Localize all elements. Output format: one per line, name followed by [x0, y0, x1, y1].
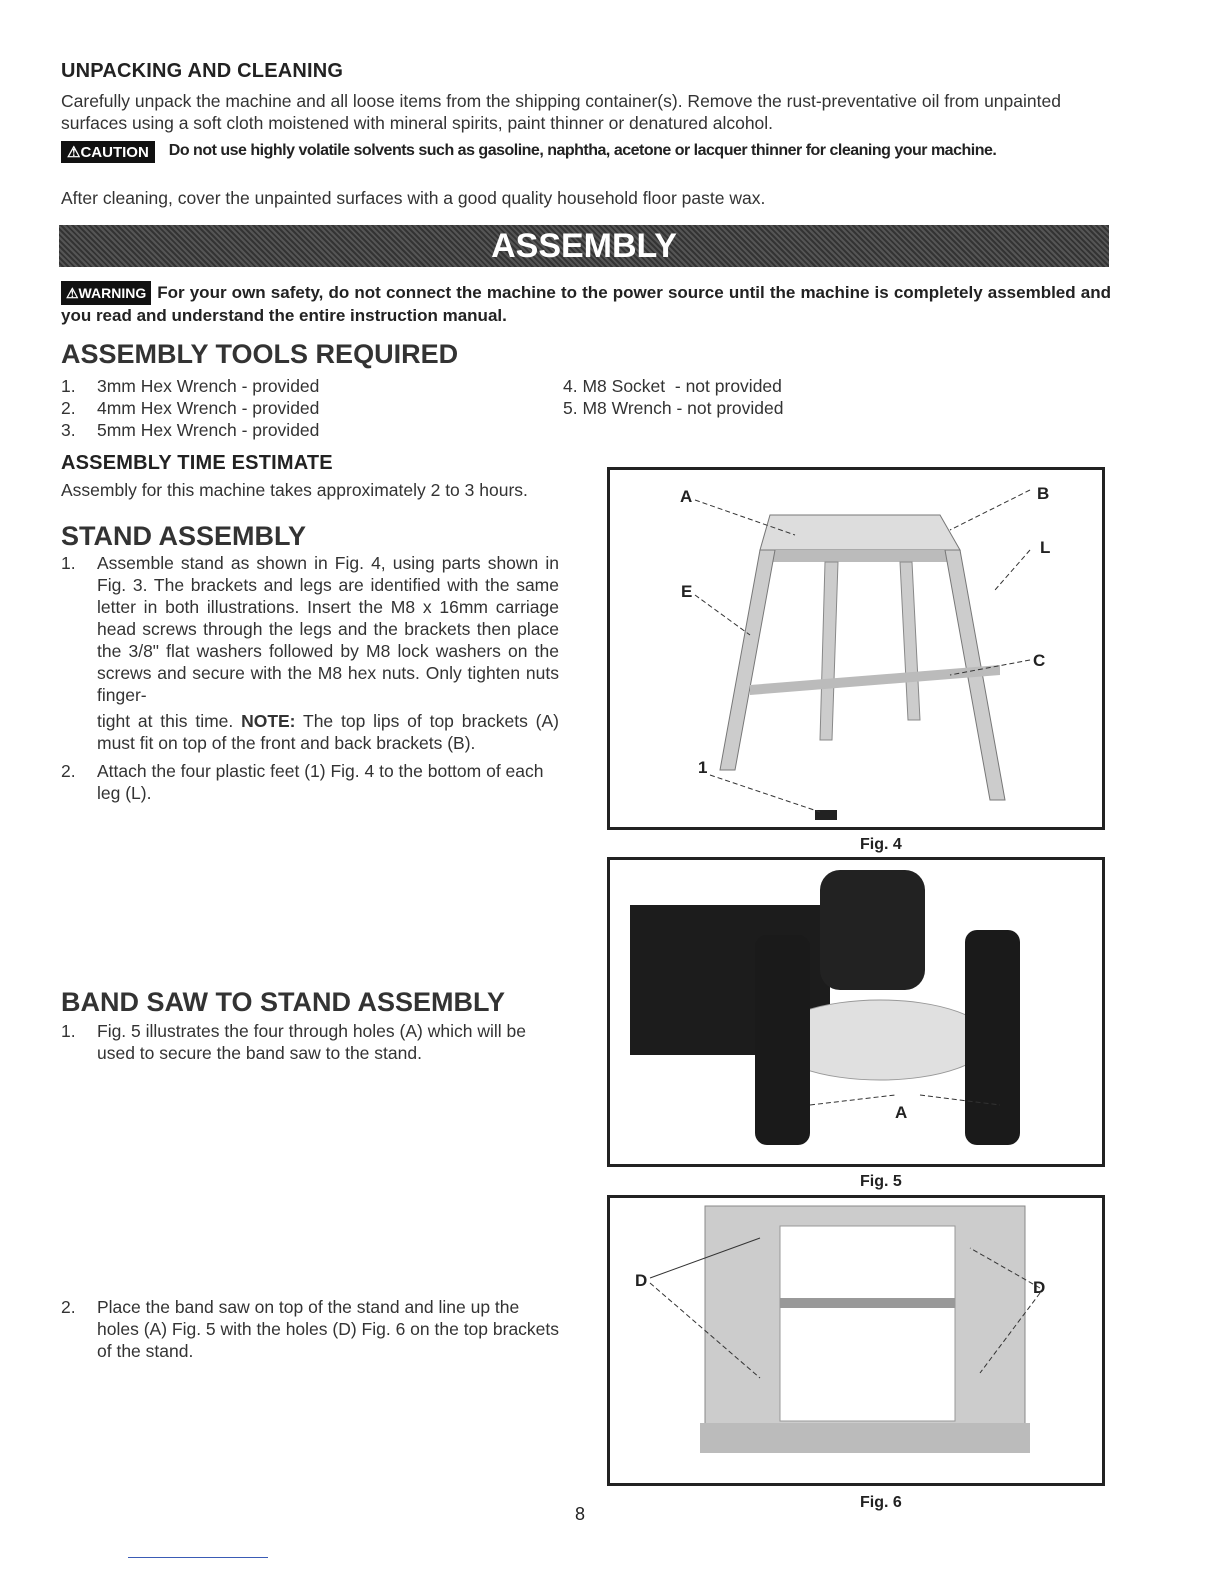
figure-4-stand [607, 467, 1105, 830]
bandsaw-step-1 [61, 1020, 559, 1064]
warning-text: For your own safety, do not connect the machine to the power source until the machine is completely assembled and you read and understand the entire instruction manual. [61, 283, 1111, 325]
step-text: Assemble stand as shown in Fig. 4, using parts shown in Fig. 3. The brackets and legs are identified with the same letter in both illustrations. Insert the M8 x 16mm carriage head screws through the legs and the brackets then place the 3/8" flat washers followed by M8 lock washers on the screws and secure with the M8 hex nuts. Only tighten nuts finger- [97, 553, 559, 705]
item-number: 5. [563, 398, 578, 418]
list-item [61, 397, 521, 419]
unpacking-paragraph-2: After cleaning, cover the unpainted surfaces with a good quality household floor paste wax. [61, 188, 766, 208]
item-number: 3. [61, 420, 76, 440]
label-d-left: D [635, 1271, 648, 1290]
bandsaw-base-illustration [610, 860, 1102, 1164]
figure-4-caption: Fig. 4 [860, 836, 902, 853]
text: The top lips of top brackets (A) must fit on top of the front and back brackets (B). [97, 711, 559, 753]
tools-list-left [61, 375, 521, 441]
figure-5-caption: Fig. 5 [860, 1173, 902, 1190]
unpacking-heading: UNPACKING AND CLEANING [61, 60, 344, 82]
label-d-right: D [1033, 1278, 1046, 1297]
step-number: 1. [61, 1021, 76, 1041]
step-2 [61, 760, 559, 804]
list-item [563, 397, 963, 419]
stand-steps [61, 552, 559, 804]
caution-badge: ⚠CAUTION [61, 141, 155, 163]
assembly-banner [59, 225, 1109, 267]
bandsaw-step-2 [61, 1296, 559, 1362]
item-text: M8 Wrench - not provided [582, 398, 784, 418]
step-text: Place the band saw on top of the stand and line up the holes (A) Fig. 5 with the holes (D) Fig. 6 on the top brackets of the stand. [97, 1297, 560, 1361]
item-number: 1. [61, 376, 76, 396]
figure-6-stand-top [607, 1195, 1105, 1486]
list-item [563, 375, 963, 397]
figure-5-bandsaw-base [607, 857, 1105, 1167]
step-1 [61, 552, 559, 754]
step-number: 2. [61, 761, 76, 781]
label-1: 1 [698, 758, 708, 777]
warning-notice [61, 281, 1111, 327]
note-label: NOTE: [241, 711, 296, 731]
warning-badge: ⚠WARNING [61, 281, 151, 305]
item-text: M8 Socket - not provided [582, 376, 782, 396]
item-text: 4mm Hex Wrench - provided [97, 398, 320, 418]
item-number: 2. [61, 398, 76, 418]
tools-list-right [563, 375, 963, 419]
tools-heading: ASSEMBLY TOOLS REQUIRED [61, 339, 459, 369]
unpacking-paragraph: Carefully unpack the machine and all loose items from the shipping container(s). Remove the rust-preventative oil from unpainted surfaces using a soft cloth moistened with mineral spirits, paint thinner or denatured alcohol. [61, 91, 1061, 133]
stand-illustration [610, 470, 1102, 827]
caution-notice [61, 141, 1111, 163]
item-number: 4. [563, 376, 578, 396]
label-a: A [680, 487, 693, 506]
item-text: 5mm Hex Wrench - provided [97, 420, 320, 440]
page-number: 8 [575, 1504, 586, 1524]
list-item [61, 375, 521, 397]
time-heading: ASSEMBLY TIME ESTIMATE [61, 452, 333, 474]
stand-top-illustration [610, 1198, 1102, 1483]
stand-heading: STAND ASSEMBLY [61, 521, 307, 551]
text: tight at this time. [97, 711, 242, 731]
label-a: A [895, 1103, 908, 1122]
item-text: 3mm Hex Wrench - provided [97, 376, 320, 396]
step-text: Fig. 5 illustrates the four through holes (A) which will be used to secure the band saw to the stand. [97, 1021, 526, 1063]
step-text-cont [97, 710, 559, 754]
time-text: Assembly for this machine takes approximately 2 to 3 hours. [61, 480, 528, 500]
footer-divider [128, 1557, 268, 1558]
label-e: E [681, 582, 693, 601]
caution-text: Do not use highly volatile solvents such as gasoline, naphtha, acetone or lacquer thinner for cleaning your machine. [168, 142, 997, 159]
bandsaw-heading: BAND SAW TO STAND ASSEMBLY [61, 987, 506, 1017]
step-number: 2. [61, 1297, 76, 1317]
label-b: B [1037, 484, 1050, 503]
figure-6-caption: Fig. 6 [860, 1494, 902, 1511]
step-number: 1. [61, 553, 76, 573]
step-text: Attach the four plastic feet (1) Fig. 4 to the bottom of each leg (L). [97, 761, 544, 803]
label-l: L [1040, 538, 1051, 557]
label-c: C [1033, 651, 1046, 670]
banner-title: ASSEMBLY [491, 226, 677, 265]
list-item [61, 419, 521, 441]
